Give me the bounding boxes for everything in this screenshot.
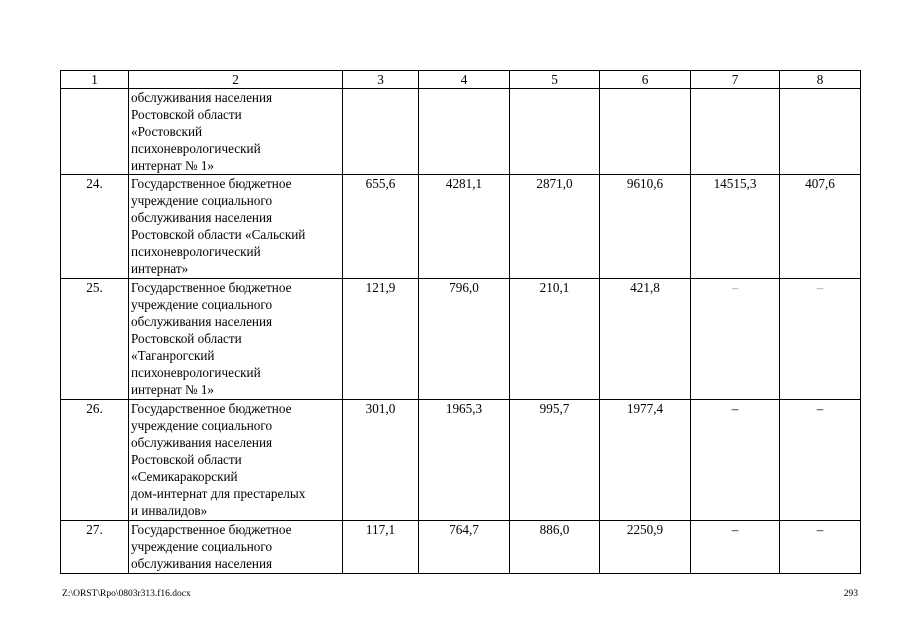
name-line: обслуживания населения: [131, 556, 273, 571]
institution-name: [129, 400, 343, 521]
name-line: Государственное бюджетное: [131, 280, 292, 295]
name-line: обслуживания населения: [131, 210, 273, 225]
value-cell: 14515,3: [691, 175, 780, 279]
row-number: [61, 89, 129, 175]
institution-name: [129, 89, 343, 175]
name-line: Государственное бюджетное: [131, 401, 292, 416]
table-row: [61, 89, 861, 175]
institution-name: [129, 175, 343, 279]
value-cell: 301,0: [343, 400, 419, 521]
table-row: [61, 400, 861, 521]
value-cell: 117,1: [343, 521, 419, 574]
name-line: «Семикаракорский: [131, 469, 238, 484]
row-number: 25.: [61, 279, 129, 400]
value-cell: [600, 89, 691, 175]
row-number: 26.: [61, 400, 129, 521]
table-row: [61, 521, 861, 574]
value-cell: –: [691, 279, 780, 400]
name-line: Ростовской области: [131, 107, 242, 122]
column-header: 3: [343, 71, 419, 89]
value-cell: 2871,0: [510, 175, 600, 279]
name-line: и инвалидов»: [131, 503, 208, 518]
value-cell: –: [691, 521, 780, 574]
name-line: Ростовской области «Сальский: [131, 227, 306, 242]
table-row: [61, 175, 861, 279]
name-line: психоневрологический: [131, 244, 261, 259]
value-cell: –: [780, 521, 861, 574]
budget-table: [60, 70, 861, 574]
table-row: [61, 279, 861, 400]
name-line: интернат»: [131, 261, 189, 276]
name-line: обслуживания населения: [131, 90, 273, 105]
name-line: обслуживания населения: [131, 314, 273, 329]
column-header: 2: [129, 71, 343, 89]
name-line: Государственное бюджетное: [131, 522, 292, 537]
value-cell: –: [780, 279, 861, 400]
column-header: 7: [691, 71, 780, 89]
institution-name: [129, 521, 343, 574]
name-line: Государственное бюджетное: [131, 176, 292, 191]
value-cell: 655,6: [343, 175, 419, 279]
value-cell: [343, 89, 419, 175]
name-line: Ростовской области: [131, 331, 242, 346]
value-cell: 886,0: [510, 521, 600, 574]
column-header: 6: [600, 71, 691, 89]
footer-file-path: Z:\ORST\Rpo\0803r313.f16.docx: [62, 589, 191, 599]
value-cell: [780, 89, 861, 175]
value-cell: –: [691, 400, 780, 521]
name-line: «Таганрогский: [131, 348, 215, 363]
name-line: учреждение социального: [131, 418, 273, 433]
column-header: 8: [780, 71, 861, 89]
value-cell: 796,0: [419, 279, 510, 400]
value-cell: 210,1: [510, 279, 600, 400]
name-line: Ростовской области: [131, 452, 242, 467]
value-cell: 121,9: [343, 279, 419, 400]
value-cell: 764,7: [419, 521, 510, 574]
row-number: 24.: [61, 175, 129, 279]
name-line: учреждение социального: [131, 297, 273, 312]
institution-name: [129, 279, 343, 400]
row-number: 27.: [61, 521, 129, 574]
value-cell: 2250,9: [600, 521, 691, 574]
footer-page-number: 293: [843, 589, 858, 599]
name-line: обслуживания населения: [131, 435, 273, 450]
value-cell: 9610,6: [600, 175, 691, 279]
value-cell: 407,6: [780, 175, 861, 279]
value-cell: [510, 89, 600, 175]
column-header: 4: [419, 71, 510, 89]
value-cell: 421,8: [600, 279, 691, 400]
column-number-header-row: [61, 71, 861, 89]
name-line: интернат № 1»: [131, 382, 215, 397]
value-cell: [419, 89, 510, 175]
name-line: «Ростовский: [131, 124, 203, 139]
value-cell: 4281,1: [419, 175, 510, 279]
name-line: учреждение социального: [131, 193, 273, 208]
column-header: 1: [61, 71, 129, 89]
name-line: дом-интернат для престарелых: [131, 486, 306, 501]
value-cell: 995,7: [510, 400, 600, 521]
value-cell: –: [780, 400, 861, 521]
name-line: психоневрологический: [131, 365, 261, 380]
value-cell: 1977,4: [600, 400, 691, 521]
value-cell: [691, 89, 780, 175]
value-cell: 1965,3: [419, 400, 510, 521]
name-line: интернат № 1»: [131, 158, 215, 173]
column-header: 5: [510, 71, 600, 89]
name-line: психоневрологический: [131, 141, 261, 156]
name-line: учреждение социального: [131, 539, 273, 554]
